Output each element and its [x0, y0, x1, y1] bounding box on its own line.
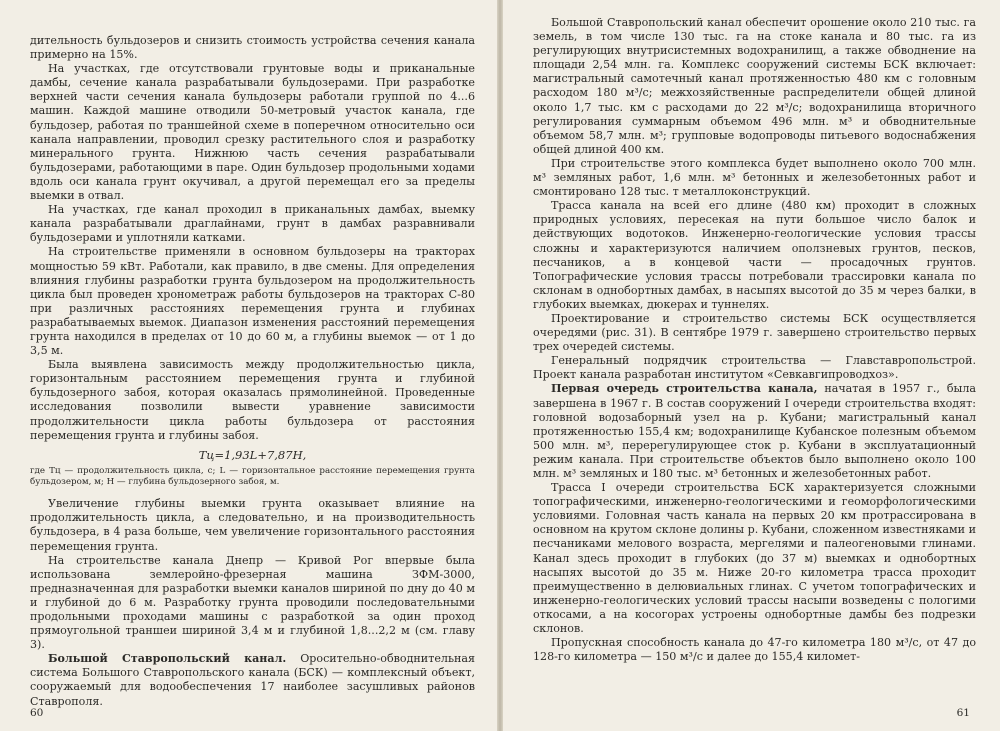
right-paragraph-5: Генеральный подрядчик строительства — Главставропольстрой. Проект канала разработан институтом «Севкавгипроводхоз». [533, 354, 976, 382]
left-paragraph-3: На участках, где канал проходил в приканальных дамбах, выемку канала разрабатывали драглайнами, грунт в дамбах разравнивали бульдозерами и уплотняли катками. [30, 203, 475, 245]
cycle-formula: Tц=1,93L+7,87H, [198, 447, 307, 462]
right-paragraph-3: Трасса канала на всей его длине (480 км) проходит в сложных природных условиях, пересекая на пути большое число балок и действующих водотоков. Инженерно-геологические условия трассы сложны и характеризуются наличием оползневых грунтов, песков, песчаников, а в концевой части — просадочных грунтов. Топографические условия трассы потребовали трассировки канала по склонам в однобортных дамбах, в насыпях высотой до 35 м через балки, в глубоких выемках, дюкерах и туннелях. [533, 199, 976, 311]
right-page [503, 0, 1000, 731]
left-paragraph-1: дительность бульдозеров и снизить стоимость устройства сечения канала примерно на 15%. [30, 34, 475, 62]
page-number-left: 60 [30, 707, 44, 719]
right-paragraph-2: При строительстве этого комплекса будет выполнено около 700 млн. м³ земляных работ, 1,6 млн. м³ бетонных и железобетонных работ и смонтировано 128 тыс. т металлоконструкций. [533, 156, 976, 199]
right-section-heading: Первая очередь строительства канала, [551, 382, 818, 396]
right-paragraph-4: Проектирование и строительство системы БСК осуществляется очередями (рис. 31). В сентябре 1979 г. завершено строительство первых трех очередей системы. [533, 311, 976, 354]
right-paragraph-7: Пропускная способность канала до 47-го километра 180 м³/с, от 47 до 128-го километра — 150 м³/с и далее до 155,4 километ- [533, 636, 976, 664]
formula-note: где Tц — продолжительность цикла, с; L — горизонтальное расстояние перемещения грунта бульдозером, м; H — глубина бульдозерного забоя, м. [30, 465, 475, 488]
right-paragraph-6: Трасса I очереди строительства БСК характеризуется сложными топографическими, инженерно-геологическими и геоморфологическими условиями. Головная часть канала на первых 20 км протрассирована в основном на крутом склоне долины р. Кубани, сложенном известняками и песчаниками мелового возраста, мергелями и палеогеновыми глинами. Канал здесь проходит в глубоких (до 37 м) выемках и однобортных насыпях высотой до 35 м. Ниже 20-го километра трасса проходит преимущественно в делювиальных глинах. С учетом топографических и инженерно-геологических условий трассы насыпи возведены с пологими откосами, а на косогорах устроены однобортные дамбы без подрезки склонов. [533, 481, 976, 636]
left-paragraph-2: На участках, где отсутствовали грунтовые воды и приканальные дамбы, сечение канала разрабатывали бульдозерами. При разработке верхней части сечения канала бульдозеры работали группой по 4...6 машин. Каждой машине отводили 50-метровый участок канала, где бульдозер, работая по траншейной схеме в поперечном относительно оси канала направлении, проводил срезку растительного слоя и разработку минерального грунта. Нижнюю часть сечения разрабатывали бульдозерами, работающими в паре. Один бульдозер продольными ходами вдоль оси канала грунт окучивал, а другой перемещал его за пределы выемки в отвал. [30, 62, 475, 203]
left-section-paragraph [30, 652, 475, 708]
left-section-text: Оросительно-обводнительная система Большого Ставропольского канала (БСК) — комплексный объект, сооружаемый для водообеспечения 17 наиболее засушливых районов Ставрополя. [30, 652, 475, 708]
left-paragraph-4: На строительстве применяли в основном бульдозеры на тракторах мощностью 59 кВт. Работали, как правило, в две смены. Для определения влияния глубины разработки грунта бульдозером на продолжительность цикла был проведен хронометраж работы бульдозеров на тракторах С-80 при различных расстояниях перемещения грунта и глубинах разрабатываемых выемок. Диапазон изменения расстояний перемещения грунта находился в пределах от 10 до 60 м, а глубины выемок — от 1 до 3,5 м. [30, 245, 475, 358]
left-paragraph-6: Увеличение глубины выемки грунта оказывает влияние на продолжительность цикла, а следовательно, и на производительность бульдозера, в 4 раза больше, чем увеличение горизонтального расстояния перемещения грунта. [30, 497, 475, 553]
left-page [0, 0, 497, 731]
right-paragraph-1: Большой Ставропольский канал обеспечит орошение около 210 тыс. га земель, в том числе 130 тыс. га на стоке канала и 80 тыс. га из регулирующих внутрисистемных водохранилищ, а также обводнение на площади 2,54 млн. га. Комплекс сооружений системы БСК включает: магистральный самотечный канал протяженностью 480 км с головным расходом 180 м³/с; межхозяйственные распределители общей длиной около 1,7 тыс. км с расходами до 22 м³/с; водохранилища вторичного регулирования суммарным объемом 496 млн. м³ и обводнительные объемом 58,7 млн. м³; групповые водопроводы питьевого водоснабжения общей длиной 400 км. [533, 16, 976, 156]
right-section-paragraph [533, 382, 976, 481]
right-section-text: начатая в 1957 г., была завершена в 1967 г. В состав сооружений I очереди строительства входят: головной водозаборный узел на р. Кубани; магистральный канал протяженностью 155,4 км; водохранилище Кубанское полезным объемом 500 млн. м³, перерегулирующее сток р. Кубани в эксплуатационный режим канала. При строительстве объектов было выполнено около 100 млн. м³ земляных и 180 тыс. м³ бетонных и железобетонных работ. [533, 382, 976, 480]
left-paragraph-7: На строительстве канала Днепр — Кривой Рог впервые была использована землеройно-фрезерная машина ЗФМ-3000, предназначенная для разработки выемки каналов шириной по дну до 40 м и глубиной до 6 м. Разработку грунта проводили последовательными продольными проходами машины с разработкой за один проход прямоугольной траншеи шириной 3,4 м и глубиной 1,8...2,2 м (см. главу 3). [30, 553, 475, 652]
page-number-right: 61 [956, 707, 970, 719]
left-paragraph-5: Была выявлена зависимость между продолжительностью цикла, горизонтальным расстоянием перемещения грунта и глубиной бульдозерного забоя, которая оказалась прямолинейной. Проведенные исследования позволили вывести уравнение зависимости продолжительности цикла работы бульдозера от расстояния перемещения грунта и глубины забоя. [30, 358, 475, 442]
left-section-heading: Большой Ставропольский канал. [48, 652, 287, 666]
